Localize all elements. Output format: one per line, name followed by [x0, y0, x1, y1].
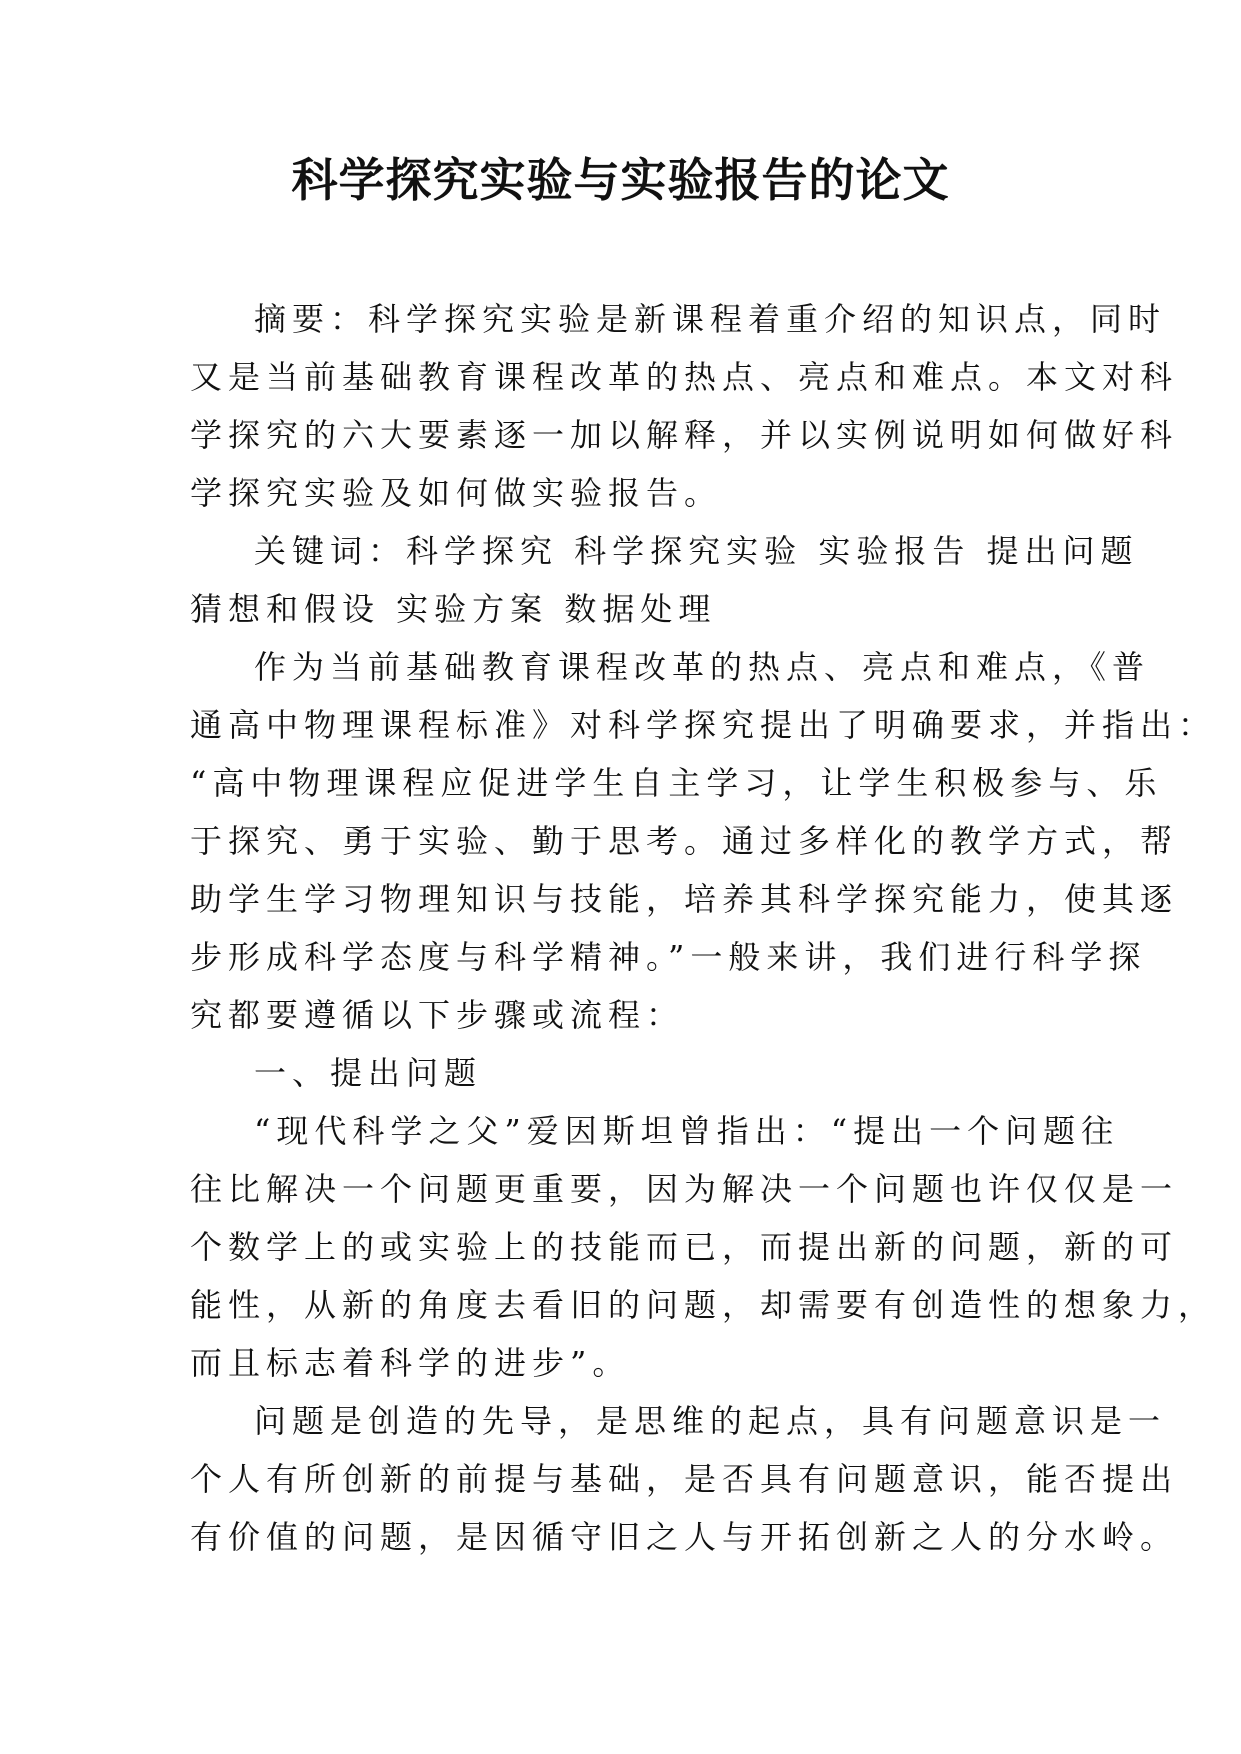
- text-line: 个人有所创新的前提与基础，是否具有问题意识，能否提出: [190, 1460, 1179, 1498]
- quote-paragraph: [190, 1102, 1217, 1392]
- text-line: 有价值的问题，是因循守旧之人与开拓创新之人的分水岭。: [190, 1518, 1179, 1556]
- text-line: 又是当前基础教育课程改革的热点、亮点和难点。本文对科: [190, 358, 1179, 396]
- section-heading: [190, 1044, 1060, 1102]
- text-line: 而且标志着科学的进步”。: [190, 1344, 631, 1382]
- text-line: 究都要遵循以下步骤或流程：: [190, 996, 685, 1034]
- text-line: 关键词：科学探究 科学探究实验 实验报告 提出问题: [254, 532, 1139, 570]
- abstract-paragraph: [190, 290, 1179, 522]
- text-line: 作为当前基础教育课程改革的热点、亮点和难点，《普: [254, 648, 1151, 686]
- text-line: 个数学上的或实验上的技能而已，而提出新的问题，新的可: [190, 1228, 1179, 1266]
- keywords-paragraph: [190, 522, 1139, 638]
- text-line: 步形成科学态度与科学精神。”一般来讲，我们进行科学探: [190, 938, 1147, 976]
- text-line: 通高中物理课程标准》对科学探究提出了明确要求，并指出：: [190, 706, 1217, 744]
- text-line: 学探究的六大要素逐一加以解释，并以实例说明如何做好科: [190, 416, 1179, 454]
- intro-paragraph: [190, 638, 1217, 1044]
- text-line: 摘要：科学探究实验是新课程着重介绍的知识点，同时: [254, 300, 1167, 338]
- text-line: 往比解决一个问题更重要，因为解决一个问题也许仅仅是一: [190, 1170, 1179, 1208]
- text-line: 于探究、勇于实验、勤于思考。通过多样化的教学方式，帮: [190, 822, 1179, 860]
- document-title: 科学探究实验与实验报告的论文: [291, 153, 950, 207]
- text-line: 助学生学习物理知识与技能，培养其科学探究能力，使其逐: [190, 880, 1179, 918]
- text-line: 问题是创造的先导，是思维的起点，具有问题意识是一: [254, 1402, 1167, 1440]
- text-line: 一、提出问题: [254, 1054, 483, 1092]
- body-paragraph: [190, 1392, 1179, 1566]
- text-line: “高中物理课程应促进学生自主学习，让学生积极参与、乐: [190, 764, 1163, 802]
- document-body: [190, 290, 1217, 1566]
- text-line: 能性，从新的角度去看旧的问题，却需要有创造性的想象力，: [190, 1286, 1217, 1324]
- text-line: 学探究实验及如何做实验报告。: [190, 474, 723, 512]
- text-line: 猜想和假设 实验方案 数据处理: [190, 590, 717, 628]
- text-line: “现代科学之父”爱因斯坦曾指出：“提出一个问题往: [254, 1112, 1120, 1150]
